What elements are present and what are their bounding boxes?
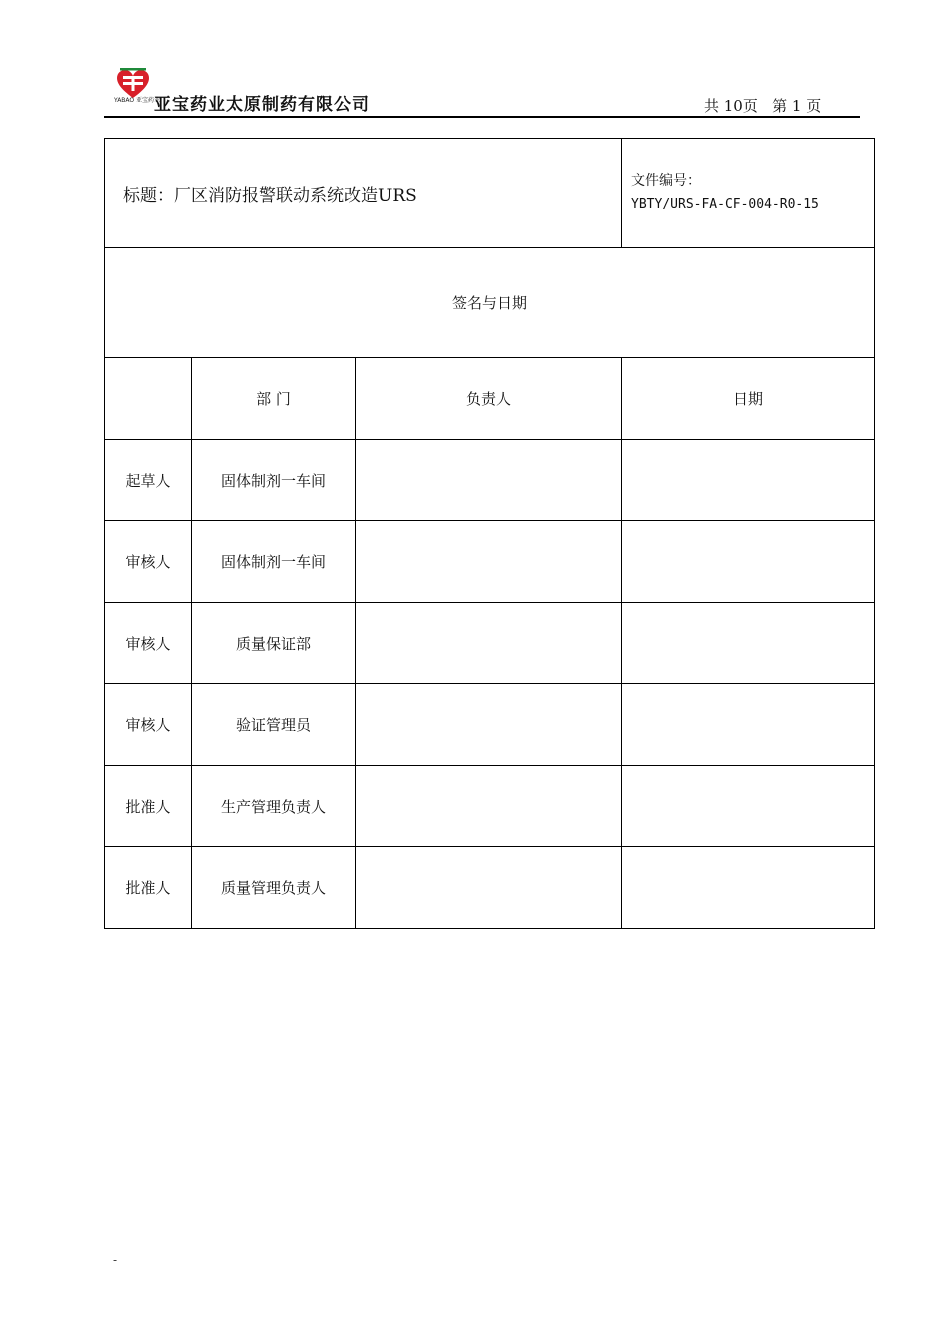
column-header-dept: 部 门 (192, 358, 356, 440)
document-code-label: 文件编号： (631, 173, 702, 189)
row-person-field[interactable] (356, 766, 622, 847)
row-dept: 验证管理员 (192, 684, 356, 766)
section-title: 签名与日期 (105, 248, 875, 358)
document-title: 标题：厂区消防报警联动系统改造URS (105, 139, 622, 248)
row-person-field[interactable] (356, 440, 622, 521)
row-role: 审核人 (105, 603, 192, 684)
row-dept: 固体制剂一车间 (192, 440, 356, 521)
row-role: 审核人 (105, 521, 192, 603)
row-role: 批准人 (105, 847, 192, 929)
logo-caption: YABAO 亚宝药业 (114, 97, 161, 104)
row-role: 起草人 (105, 440, 192, 521)
row-date-field[interactable] (622, 684, 875, 766)
footer-mark: - (113, 1253, 118, 1267)
row-person-field[interactable] (356, 521, 622, 603)
header-rule (104, 116, 860, 118)
column-header-person: 负责人 (356, 358, 622, 440)
column-header-row (105, 358, 875, 440)
row-person-field[interactable] (356, 684, 622, 766)
row-date-field[interactable] (622, 521, 875, 603)
role-header (105, 358, 192, 440)
row-role: 批准人 (105, 766, 192, 847)
title-row (105, 139, 875, 248)
table-row (105, 521, 875, 603)
row-date-field[interactable] (622, 847, 875, 929)
table-row (105, 440, 875, 521)
row-person-field[interactable] (356, 603, 622, 684)
table-row (105, 766, 875, 847)
table-row (105, 684, 875, 766)
company-name: 亚宝药业太原制药有限公司 (154, 95, 370, 115)
column-header-date: 日期 (622, 358, 875, 440)
table-row (105, 847, 875, 929)
section-row (105, 248, 875, 358)
signature-table (104, 138, 875, 929)
row-dept: 质量管理负责人 (192, 847, 356, 929)
row-dept: 质量保证部 (192, 603, 356, 684)
row-person-field[interactable] (356, 847, 622, 929)
page-info: 共 10页 第 1 页 (704, 97, 822, 115)
row-dept: 生产管理负责人 (192, 766, 356, 847)
row-date-field[interactable] (622, 603, 875, 684)
document-code-cell (622, 139, 875, 248)
table-row (105, 603, 875, 684)
row-role: 审核人 (105, 684, 192, 766)
row-date-field[interactable] (622, 440, 875, 521)
document-code-value: YBTY/URS-FA-CF-004-R0-15 (631, 197, 819, 212)
row-dept: 固体制剂一车间 (192, 521, 356, 603)
row-date-field[interactable] (622, 766, 875, 847)
